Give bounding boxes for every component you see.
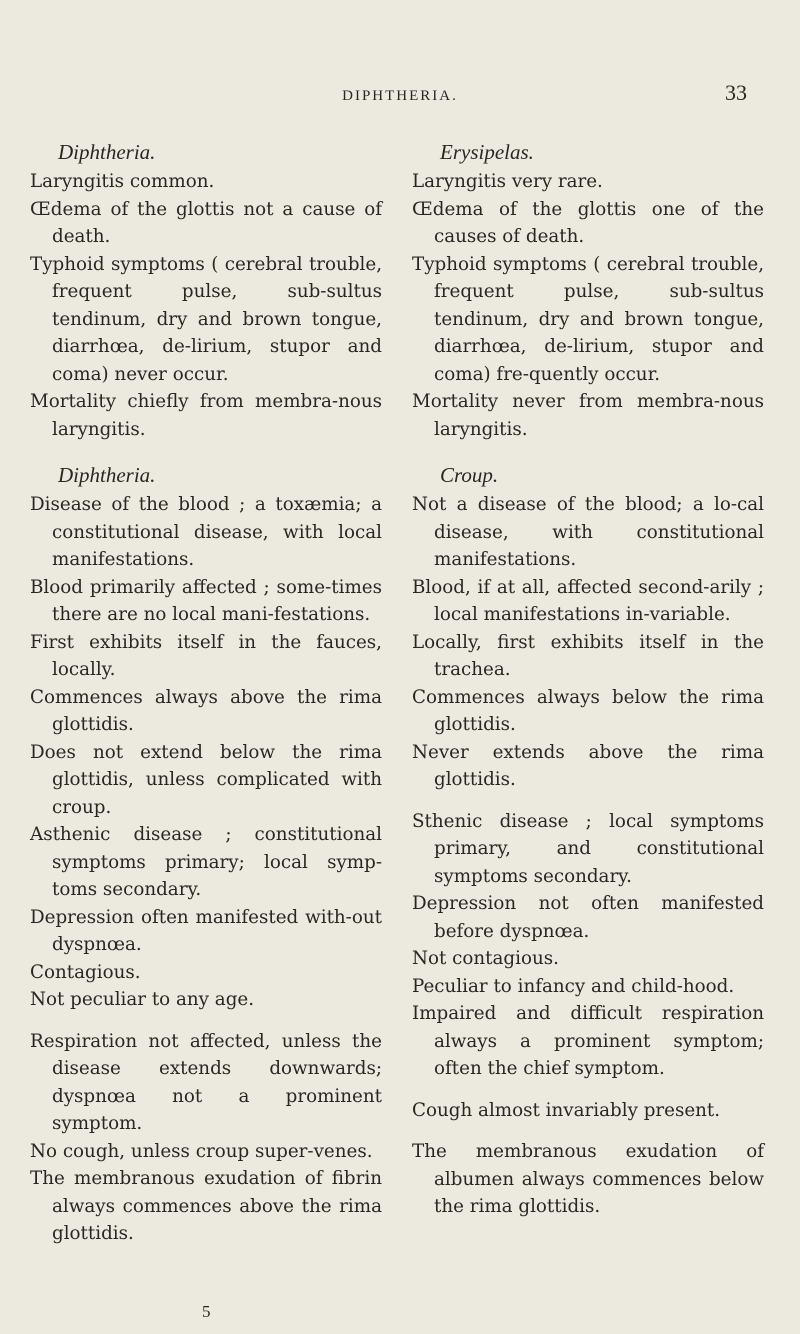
signature-mark: 5 (202, 1302, 211, 1321)
left-column (30, 136, 382, 1248)
right-item: Sthenic disease ; local symptoms primary, and constitutional symptoms secondary. (412, 810, 764, 887)
left-item: Depression often manifested with-out dyspnœa. (30, 906, 382, 955)
right-item: Never extends above the rima glottidis. (412, 741, 764, 790)
right-item: Laryngitis very rare. (412, 171, 603, 192)
right-item: Depression not often manifested before dyspnœa. (412, 893, 764, 942)
right-item: Peculiar to infancy and child-hood. (412, 975, 735, 997)
left-item: Commences always above the rima glottidis. (30, 686, 382, 735)
left-item: Typhoid symptoms ( cerebral trouble, frequent pulse, sub-sultus tendinum, dry and brown tongue, diarrhœa, de-lirium, stupor and coma) never occur. (30, 253, 382, 385)
left-item: Does not extend below the rima glottidis, unless complicated with croup. (30, 741, 382, 818)
right-item: Typhoid symptoms ( cerebral trouble, frequent pulse, sub-sultus tendinum, dry and brown tongue, diarrhœa, de-lirium, stupor and coma) fre-quently occur. (412, 253, 764, 385)
running-head: DIPHTHERIA. (342, 88, 458, 104)
right-item: Blood, if at all, affected second-arily ; local manifestations in-variable. (412, 576, 764, 625)
left-item: Contagious. (30, 961, 141, 983)
left-item: First exhibits itself in the fauces, locally. (30, 631, 382, 680)
right-item: Not contagious. (412, 948, 559, 969)
left-heading-diphtheria-1: Diphtheria. (58, 140, 156, 164)
left-item: Œdema of the glottis not a cause of death. (30, 198, 382, 247)
right-item: Locally, first exhibits itself in the trachea. (412, 631, 764, 680)
left-item: Mortality chiefly from membra-nous laryngitis. (30, 391, 382, 440)
left-item: The membranous exudation of fibrin always commences above the rima glottidis. (30, 1168, 382, 1244)
left-item: Blood primarily affected ; some-times there are no local mani-festations. (30, 576, 382, 625)
page-number: 33 (725, 80, 747, 105)
right-heading-erysipelas: Erysipelas. (440, 140, 534, 164)
left-item: Not peculiar to any age. (30, 989, 255, 1010)
left-item: Asthenic disease ; constitutional symptoms primary; local symp-toms secondary. (30, 824, 382, 900)
left-item: Respiration not affected, unless the disease extends downwards; dyspnœa not a prominent symptom. (30, 1030, 382, 1134)
right-item: Not a disease of the blood; a lo-cal disease, with constitutional manifestations. (412, 494, 764, 570)
right-heading-croup: Croup. (440, 463, 499, 487)
right-item: The membranous exudation of albumen always commences below the rima glottidis. (412, 1141, 764, 1217)
left-item: Laryngitis common. (30, 171, 215, 192)
right-item: Cough almost invariably present. (412, 1099, 721, 1121)
left-item: No cough, unless croup super-venes. (30, 1140, 373, 1162)
right-item: Œdema of the glottis one of the causes of death. (412, 198, 764, 247)
right-item: Mortality never from membra-nous laryngitis. (412, 391, 764, 440)
right-item: Commences always below the rima glottidis. (412, 686, 764, 735)
right-column (412, 136, 764, 1221)
right-item: Impaired and difficult respiration always a prominent symptom; often the chief symptom. (412, 1003, 764, 1079)
left-item: Disease of the blood ; a toxæmia; a constitutional disease, with local manifestations. (30, 494, 382, 570)
left-heading-diphtheria-2: Diphtheria. (58, 463, 156, 487)
